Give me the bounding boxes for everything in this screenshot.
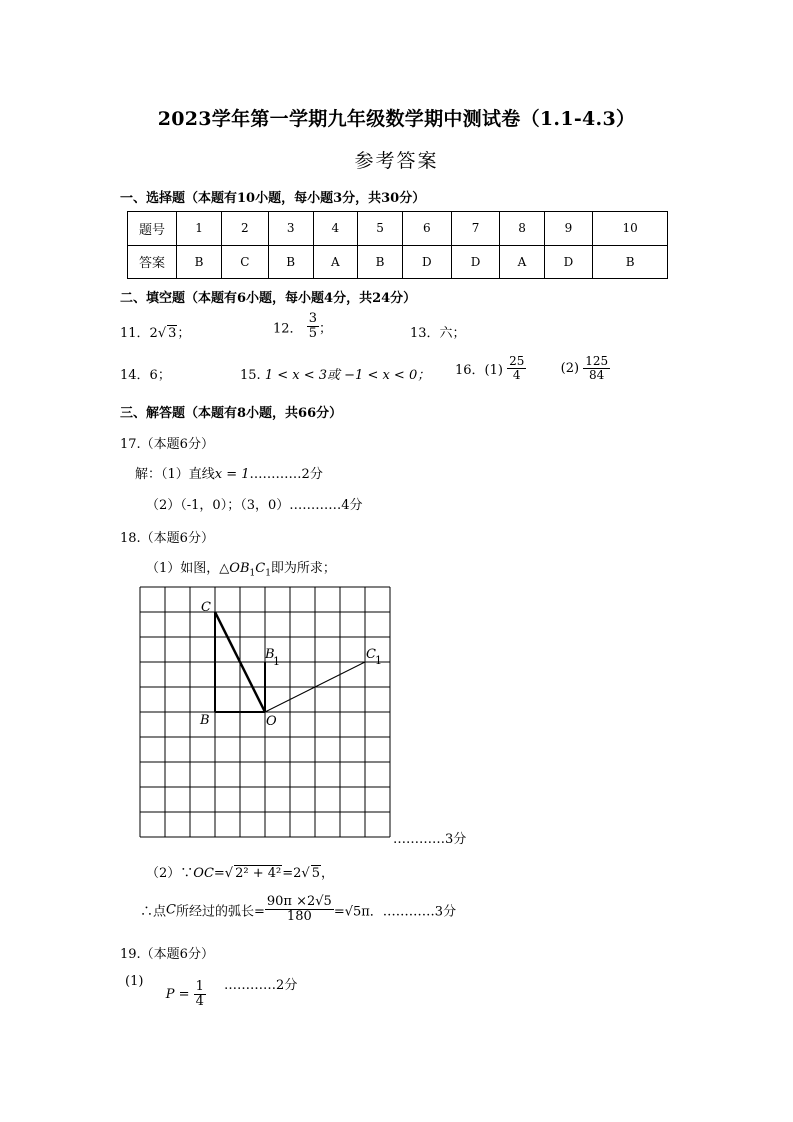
sqrt-sign: √ — [224, 866, 234, 881]
table-cell: 3 — [268, 212, 313, 246]
table-cell: C — [222, 245, 269, 279]
subscript: 1 — [249, 568, 256, 579]
result: =√5π．…………3分 — [333, 904, 457, 920]
label-O: O — [266, 714, 277, 729]
punct: ， — [320, 866, 334, 881]
table-cell: 10 — [593, 212, 668, 246]
answer-13: 13．六； — [410, 326, 466, 341]
label-B1-subscript: 1 — [273, 655, 280, 668]
table-cell: B — [177, 245, 222, 279]
question-18-title: 18.（本题6分） — [120, 531, 214, 546]
point-name: C — [166, 902, 176, 918]
answer-text: ∴点 — [140, 904, 167, 920]
table-cell: 1 — [177, 212, 222, 246]
radicand: 3 — [168, 326, 177, 341]
fraction — [265, 895, 334, 925]
label-B: B — [200, 713, 210, 728]
sqrt-sign: √ — [157, 326, 167, 341]
question-number: 12． — [273, 321, 303, 337]
table-cell: 5 — [358, 212, 403, 246]
section1-heading: 一、选择题（本题有10小题，每小题3分，共30分） — [120, 191, 426, 206]
score: …………2分 — [224, 978, 298, 993]
answer-text: （1）如图，△ — [146, 561, 230, 576]
triangle-name: OB — [229, 561, 250, 576]
table-cell: B — [268, 245, 313, 279]
numerator: 3 — [308, 311, 317, 326]
sub-question-label: (2) — [560, 361, 580, 377]
table-cell: D — [544, 245, 593, 279]
equation: x = 1 — [214, 467, 250, 482]
denominator: 5 — [308, 326, 317, 342]
punct: ； — [318, 321, 332, 337]
table-header-cell: 答案 — [128, 245, 177, 279]
table-cell: 9 — [544, 212, 593, 246]
coefficient: 2 — [149, 326, 158, 341]
fraction — [194, 980, 206, 1010]
equals: = — [213, 866, 225, 881]
sub-question-label: (1) — [125, 974, 144, 989]
numerator: 125 — [585, 354, 609, 368]
table-cell: 2 — [222, 212, 269, 246]
page-title: 2023学年第一学期九年级数学期中测试卷（1.1-4.3） — [157, 108, 636, 130]
answer-text: 解：（1）直线 — [135, 467, 215, 482]
label-C: C — [201, 600, 211, 615]
table-cell: B — [593, 245, 668, 279]
numerator: 90π ×2√5 — [266, 894, 332, 909]
answer-text: 所经过的弧长= — [175, 904, 265, 920]
triangle-name: C — [255, 561, 266, 576]
section3-heading: 三、解答题（本题有8小题，共66分） — [120, 406, 343, 421]
answer-18-3 — [140, 895, 456, 925]
denominator: 180 — [286, 909, 312, 925]
answer-text: （2）∵ — [146, 866, 194, 881]
table-cell: 7 — [451, 212, 500, 246]
punct: ； — [177, 326, 191, 341]
question-number: 11． — [120, 326, 150, 341]
table-cell: 8 — [500, 212, 544, 246]
answer-14: 14．6； — [120, 368, 171, 383]
inequality-answer: 1 < x < 3或 −1 < x < 0； — [264, 368, 431, 383]
page-subtitle: 参考答案 — [354, 150, 439, 172]
table-cell: 6 — [403, 212, 452, 246]
numerator: 25 — [509, 354, 525, 368]
question-17-title: 17.（本题6分） — [120, 437, 214, 452]
table-cell: D — [403, 245, 452, 279]
result: =2 — [282, 866, 302, 881]
radicand: 5 — [311, 866, 320, 881]
denominator: 4 — [512, 368, 521, 383]
question-number: 15. — [240, 368, 261, 383]
table-cell: 4 — [313, 212, 357, 246]
sqrt-sign: √ — [301, 866, 310, 881]
table-cell: A — [500, 245, 544, 279]
table-cell: D — [451, 245, 500, 279]
answer-17-2: （2）（-1，0）；（3，0）…………4分 — [146, 498, 363, 513]
answer-19-1 — [125, 974, 298, 1010]
denominator: 4 — [195, 994, 204, 1010]
question-19-title: 19.（本题6分） — [120, 947, 214, 962]
denominator: 84 — [589, 368, 605, 383]
table-cell: A — [313, 245, 357, 279]
question-number: 16．(1) — [455, 363, 503, 379]
segment-name: OC — [193, 866, 214, 881]
label-B1: B — [265, 647, 275, 662]
probability-symbol: P = — [165, 987, 190, 1003]
radicand: 2² + 4² — [235, 866, 282, 881]
numerator: 1 — [195, 979, 204, 994]
subscript: 1 — [265, 568, 271, 579]
label-C1-subscript: 1 — [375, 654, 382, 667]
table-header-cell: 题号 — [128, 212, 177, 246]
score: …………2分 — [249, 467, 323, 482]
grid-score: …………3分 — [393, 832, 467, 847]
table-cell: B — [358, 245, 403, 279]
section2-heading: 二、填空题（本题有6小题，每小题4分，共24分） — [120, 291, 417, 306]
answer-18-2 — [146, 862, 334, 881]
label-C1: C — [366, 647, 376, 662]
answer-text: 即为所求； — [270, 561, 336, 576]
